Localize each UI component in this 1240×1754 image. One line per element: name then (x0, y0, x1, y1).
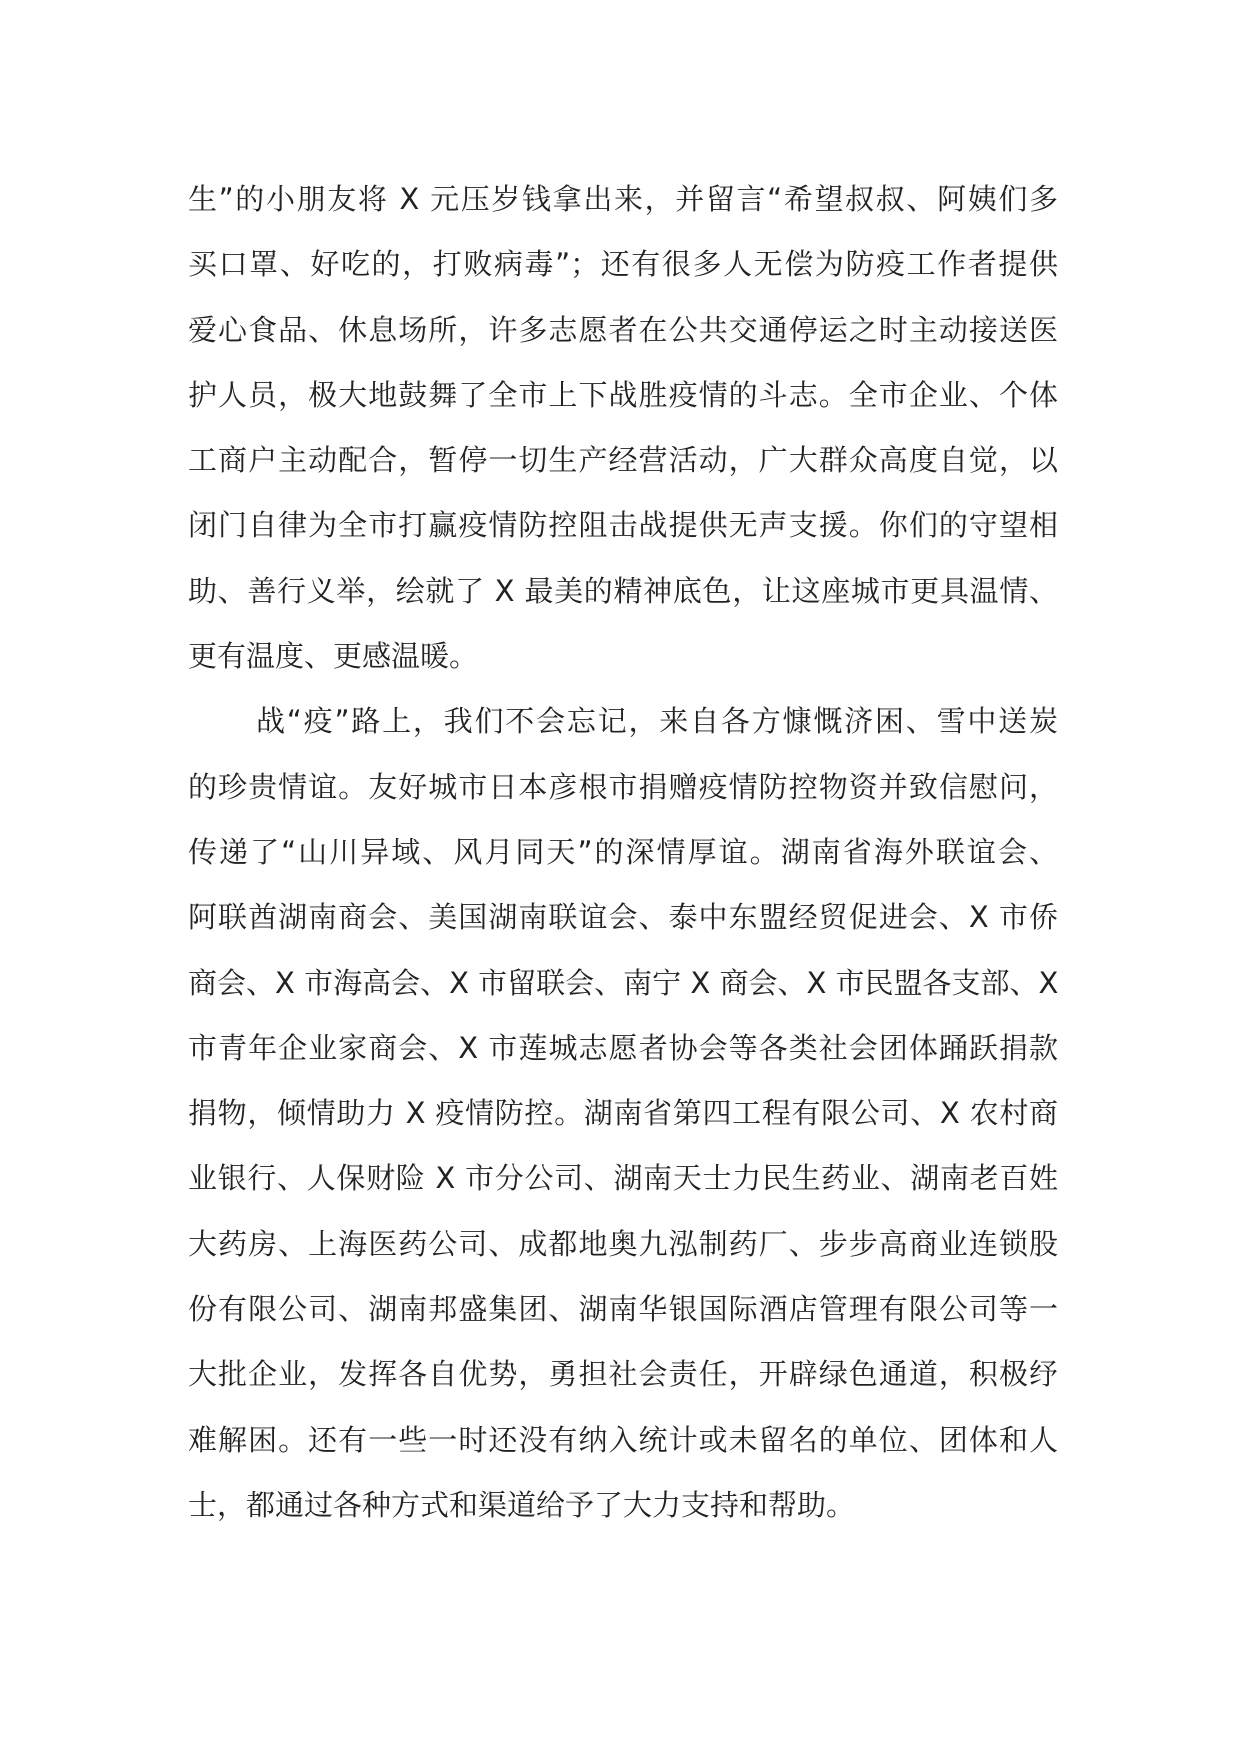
text-line: 难解困。还有一些一时还没有纳入统计或未留名的单位、团体和人 (188, 1422, 1058, 1457)
text-line: 份有限公司、湖南邦盛集团、湖南华银国际酒店管理有限公司等一 (188, 1292, 1058, 1327)
text-line: 护人员，极大地鼓舞了全市上下战胜疫情的斗志。全市企业、个体 (188, 377, 1058, 412)
text-line: 捐物，倾情助力 X 疫情防控。湖南省第四工程有限公司、X 农村商 (188, 1096, 1058, 1131)
text-line: 工商户主动配合，暂停一切生产经营活动，广大群众高度自觉，以 (188, 443, 1058, 478)
text-line: 买口罩、好吃的，打败病毒”；还有很多人无偿为防疫工作者提供 (188, 247, 1058, 282)
text-line: 阿联酋湖南商会、美国湖南联谊会、泰中东盟经贸促进会、X 市侨 (188, 900, 1058, 935)
paragraph-1 (188, 167, 1058, 689)
text-line: 商会、X 市海高会、X 市留联会、南宁 X 商会、X 市民盟各支部、X (188, 965, 1058, 1000)
text-line: 生”的小朋友将 X 元压岁钱拿出来，并留言“希望叔叔、阿姨们多 (188, 182, 1058, 216)
text-line: 爱心食品、休息场所，许多志愿者在公共交通停运之时主动接送医 (188, 312, 1058, 347)
text-line: 市青年企业家商会、X 市莲城志愿者协会等各类社会团体踊跃捐款 (188, 1030, 1058, 1065)
text-line: 大批企业，发挥各自优势，勇担社会责任，开辟绿色通道，积极纾 (188, 1357, 1058, 1392)
text-line: 业银行、人保财险 X 市分公司、湖南天士力民生药业、湖南老百姓 (188, 1161, 1058, 1196)
paragraph-2 (188, 689, 1058, 1538)
text-line: 大药房、上海医药公司、成都地奥九泓制药厂、步步高商业连锁股 (188, 1226, 1058, 1261)
text-line: 助、善行义举，绘就了 X 最美的精神底色，让这座城市更具温情、 (188, 573, 1058, 608)
text-line: 更有温度、更感温暖。 (188, 639, 479, 674)
text-line: 闭门自律为全市打赢疫情防控阻击战提供无声支援。你们的守望相 (188, 508, 1058, 543)
text-line: 传递了“山川异域、风月同天”的深情厚谊。湖南省海外联谊会、 (188, 834, 1058, 869)
text-line: 士，都通过各种方式和渠道给予了大力支持和帮助。 (188, 1487, 856, 1522)
text-line: 的珍贵情谊。友好城市日本彦根市捐赠疫情防控物资并致信慰问， (188, 769, 1058, 804)
text-line: 战“疫”路上，我们不会忘记，来自各方慷慨济困、雪中送炭 (256, 704, 1058, 739)
document-body (188, 167, 1058, 1538)
